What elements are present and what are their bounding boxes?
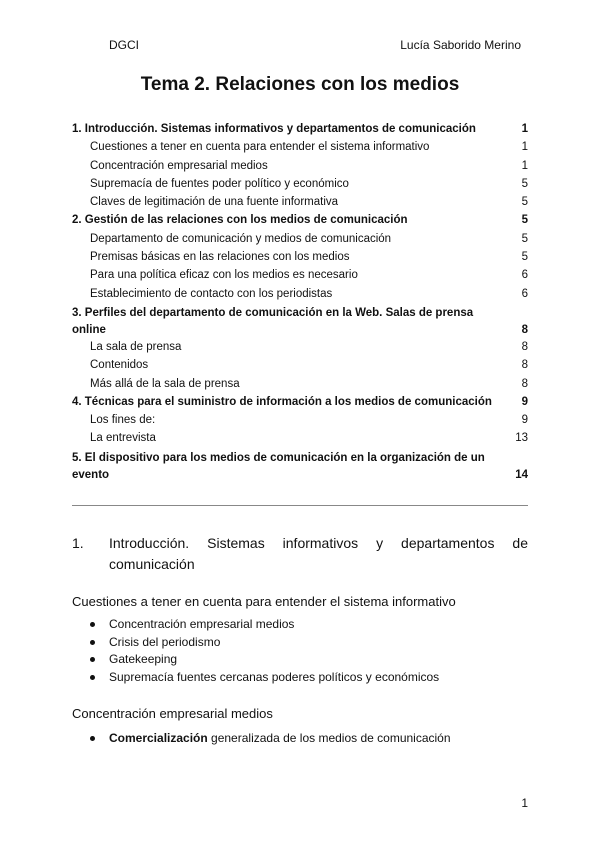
toc-entry-text: Cuestiones a tener en cuenta para entender el sistema informativo (90, 141, 430, 154)
list-item (90, 616, 439, 634)
toc-entry-text: La sala de prensa (90, 340, 182, 353)
section-heading (72, 533, 528, 575)
toc-entry-text: Establecimiento de contacto con los periodistas (90, 287, 333, 300)
subsection-heading: Cuestiones a tener en cuenta para entender el sistema informativo (72, 594, 456, 609)
toc-entry-text: 2. Gestión de las relaciones con los medios de comunicación (72, 214, 408, 227)
toc-entry-text: 5. El dispositivo para los medios de comunicación en la organización de un evento (72, 451, 485, 481)
toc-entry[interactable] (72, 394, 528, 412)
toc-entry-page: 5 (521, 214, 528, 227)
toc-entry[interactable] (72, 139, 528, 157)
list-item (90, 651, 439, 669)
toc-entry-text: Departamento de comunicación y medios de comunicación (90, 232, 392, 245)
bullet-icon (90, 657, 95, 662)
toc-entry-page: 9 (521, 395, 528, 408)
toc-entry-page: 5 (521, 232, 528, 245)
toc-entry[interactable] (72, 449, 528, 484)
bullet-icon (90, 640, 95, 645)
toc-entry-text: 4. Técnicas para el suministro de información a los medios de comunicación (72, 395, 492, 408)
header-left-text: DGCI (109, 38, 139, 52)
toc-entry-text: Más allá de la sala de prensa (90, 377, 240, 390)
list-item (90, 669, 439, 687)
bullet-icon (90, 736, 95, 741)
list-item-text: Concentración empresarial medios (109, 617, 295, 631)
toc-entry-text: Premisas básicas en las relaciones con los medios (90, 251, 350, 264)
toc-entry[interactable] (72, 231, 528, 249)
page-title: Tema 2. Relaciones con los medios (140, 74, 460, 95)
header-author: Lucía Saborido Merino (400, 38, 521, 52)
bullet-list (90, 730, 451, 748)
toc-entry-text: Claves de legitimación de una fuente informativa (90, 196, 339, 209)
toc-entry[interactable] (72, 357, 528, 375)
toc-entry-page: 1 (521, 141, 528, 154)
toc-entry-text: Los fines de: (90, 414, 156, 427)
divider (72, 505, 528, 506)
toc-entry[interactable] (72, 339, 528, 357)
section-title: Introducción. Sistemas informativos y departamentos de comunicación (109, 535, 528, 572)
subsection-heading: Concentración empresarial medios (72, 706, 273, 721)
toc-entry-text: Concentración empresarial medios (90, 159, 268, 172)
toc-entry[interactable] (72, 376, 528, 394)
list-item-text: Crisis del periodismo (109, 634, 221, 649)
toc-entry[interactable] (72, 121, 528, 139)
toc-entry[interactable] (72, 212, 528, 230)
toc-entry-text: 1. Introducción. Sistemas informativos y departamentos de comunicación (72, 123, 476, 135)
toc-entry[interactable] (72, 286, 528, 304)
list-item-text: generalizada de los medios de comunicación (207, 731, 451, 745)
toc-entry-page: 8 (521, 340, 528, 353)
toc-entry-text: Para una política eficaz con los medios es necesario (90, 269, 358, 282)
list-item-bold-text: Comercialización (109, 731, 208, 745)
toc-entry[interactable] (72, 412, 528, 430)
toc-entry-text: Contenidos (90, 359, 149, 372)
toc-entry-page: 6 (521, 287, 528, 300)
toc-entry[interactable] (72, 430, 528, 448)
toc-entry[interactable] (72, 194, 528, 212)
toc-entry-page: 5 (521, 177, 528, 190)
page-number: 1 (521, 796, 528, 810)
toc-entry[interactable] (72, 249, 528, 267)
toc-entry[interactable] (72, 158, 528, 176)
toc-entry-page: 13 (515, 432, 528, 445)
toc-entry-page: 14 (515, 468, 528, 481)
toc-entry-page: 5 (521, 196, 528, 209)
toc-entry-text: La entrevista (90, 432, 156, 445)
list-item (90, 730, 451, 748)
toc-entry-page: 8 (521, 323, 528, 336)
toc-entry-text: Supremacía de fuentes poder político y económico (90, 177, 349, 190)
bullet-icon (90, 675, 95, 680)
toc-entry-page: 9 (521, 414, 528, 427)
section-number: 1. (72, 535, 84, 551)
toc-entry-page: 5 (521, 251, 528, 264)
toc-entry[interactable] (72, 176, 528, 194)
toc-entry-text: 3. Perfiles del departamento de comunicación en la Web. Salas de prensa online (72, 306, 474, 336)
toc-entry-page: 1 (521, 123, 528, 135)
bullet-list (90, 616, 439, 686)
toc-entry[interactable] (72, 304, 528, 339)
toc-entry-page: 1 (521, 159, 528, 172)
list-item-text: Supremacía fuentes cercanas poderes políticos y económicos (109, 669, 440, 684)
bullet-icon (90, 622, 95, 627)
toc-entry[interactable] (72, 267, 528, 285)
toc-entry-page: 6 (521, 269, 528, 282)
toc-entry-page: 8 (521, 377, 528, 390)
toc-entry-page: 8 (521, 359, 528, 372)
table-of-contents (72, 121, 528, 484)
list-item-text: Gatekeeping (109, 652, 178, 667)
list-item (90, 634, 439, 652)
